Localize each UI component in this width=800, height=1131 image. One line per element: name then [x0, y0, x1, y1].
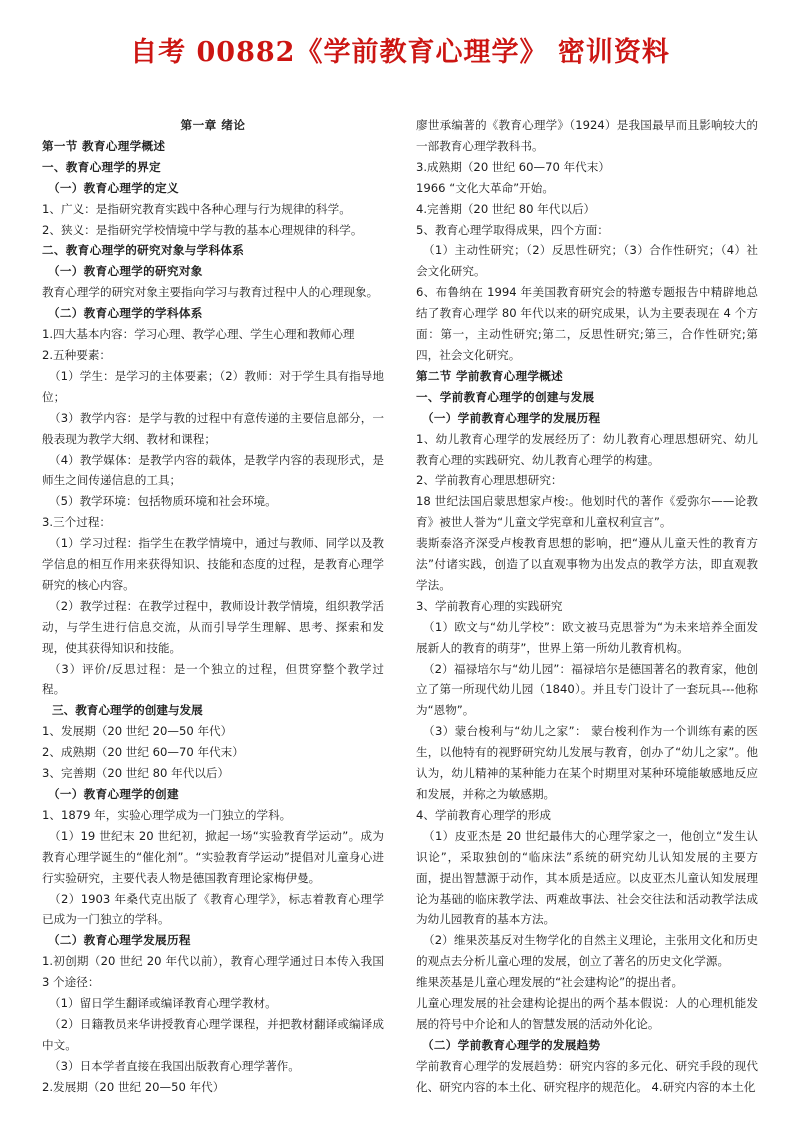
- text-line: （3）蒙台梭利与“幼儿之家”： 蒙台梭利作为一个训练有素的医生，以他特有的视野研究幼儿发展与教育，创办了“幼儿之家”。他认为，幼儿精神的某种能力在某个时期里对某种环境能敏感地反应和发展，并称之为敏感期。: [416, 724, 758, 801]
- page-title: 自考 00882《学前教育心理学》 密训资料: [130, 37, 670, 68]
- text-line: 3、完善期（20 世纪 80 年代以后）: [42, 766, 230, 781]
- text-line: （5）教学环境：包括物质环境和社会环境。: [49, 494, 277, 509]
- text-line: （2）日籍教员来华讲授教育心理学课程，并把教材翻译或编译成中文。: [42, 1016, 384, 1052]
- text-line: 3.三个过程：: [42, 515, 112, 530]
- text-line: 儿童心理发展的社会建构论提出的两个基本假说：人的心理机能发展的符号中介论和人的智慧发展的活动外化论。: [416, 996, 758, 1031]
- text-line: 第二节 学前教育心理学概述: [416, 368, 564, 383]
- text-line: （1）欧文与“幼儿学校”：欧文被马克思誉为“为未来培养全面发展新人的教育的萌芽”，世界上第一所幼儿教育机构。: [416, 619, 758, 655]
- text-line: 2、学前教育心理思想研究：: [416, 473, 563, 488]
- text-line: （一）教育心理学的研究对象: [48, 264, 203, 279]
- text-line: （3）日本学者直接在我国出版教育心理学著作。: [49, 1058, 300, 1073]
- left-text-column: [42, 115, 384, 1098]
- text-line: 6、布鲁纳在 1994 年美国教育研究会的特邀专题报告中精辟地总结了教育心理学 80 年代以来的研究成果，认为主要表现在 4 个方面：第一，主动性研究;第二，反思性研究;第三，合作性研究;第四，社会文化研究。: [416, 285, 758, 362]
- text-line: （4）教学媒体：是教学内容的载体，是教学内容的表现形式，是师生之间传递信息的工具；: [42, 452, 384, 488]
- text-line: （二）教育心理学的学科体系: [48, 306, 203, 321]
- text-line: 三、教育心理学的创建与发展: [52, 703, 203, 718]
- text-line: 1.初创期（20 世纪 20 年代以前），教育心理学通过日本传入我国 3 个途径：: [42, 954, 384, 990]
- text-line: 2、狭义：是指研究学校情境中学与教的基本心理规律的科学。: [42, 222, 363, 237]
- text-line: （2）1903 年桑代克出版了《教育心理学》，标志着教育心理学已成为一门独立的学科。: [42, 891, 384, 927]
- text-line: 4.完善期（20 世纪 80 年代以后）: [416, 201, 596, 216]
- text-line: 裴斯泰洛齐深受卢梭教育思想的影响，把“遵从儿童天性的教育方法”付诸实践，创造了以直观事物为出发点的教学方法，即直观教学法。: [416, 536, 758, 592]
- text-line: 2.发展期（20 世纪 20—50 年代）: [42, 1079, 225, 1094]
- text-line: （2）教学过程：在教学过程中，教师设计教学情境，组织教学活动，与学生进行信息交流，从而引导学生理解、思考、探索和发现，使其获得知识和技能。: [42, 598, 384, 655]
- text-line: 3.成熟期（20 世纪 60—70 年代末）: [416, 159, 610, 174]
- text-line: （1）学习过程：指学生在教学情境中，通过与教师、同学以及教学信息的相互作用来获得知识、技能和态度的过程，是教育心理学研究的核心内容。: [42, 536, 384, 592]
- text-line: （一）教育心理学的定义: [48, 180, 179, 195]
- text-line: （一）学前教育心理学的发展历程: [422, 410, 601, 425]
- text-line: 1.四大基本内容：学习心理、教学心理、学生心理和教师心理: [42, 327, 355, 342]
- text-line: （2）福禄培尔与“幼儿园”：福禄培尔是德国著名的教育家，他创立了第一所现代幼儿园（1840）。并且专门设计了一套玩具---他称为“恩物”。: [416, 661, 758, 718]
- text-line: 1、幼儿教育心理学的发展经历了：幼儿教育心理思想研究、幼儿教育心理的实践研究、幼儿教育心理学的构建。: [416, 431, 758, 467]
- text-line: 教育心理学的研究对象主要指向学习与教育过程中人的心理现象。: [42, 285, 379, 300]
- text-line: 二、教育心理学的研究对象与学科体系: [42, 243, 245, 258]
- right-text-column: [416, 115, 758, 1098]
- text-line: 一、学前教育心理学的创建与发展: [416, 389, 595, 404]
- text-line: （3）评价/反思过程：是一个独立的过程，但贯穿整个教学过程。: [42, 661, 384, 697]
- text-line: （一）教育心理学的创建: [48, 787, 179, 801]
- text-line: 18 世纪法国启蒙思想家卢梭:。他划时代的著作《爱弥尔——论教育》被世人誉为“儿童文学宪章和儿童权利宣言”。: [416, 494, 758, 530]
- text-line: 3、学前教育心理的实践研究: [416, 598, 563, 613]
- text-line: 2、成熟期（20 世纪 60—70 年代末）: [42, 745, 244, 760]
- text-line: 廖世承编著的《教育心理学》（1924）是我国最早而且影响较大的一部教育心理学教科书。: [416, 118, 758, 153]
- text-line: 5、教育心理学取得成果，四个方面：: [416, 222, 609, 237]
- text-line: （1）学生：是学习的主体要素；（2）教师：对于学生具有指导地位；: [42, 368, 384, 404]
- text-line: 第一节 教育心理学概述: [42, 138, 166, 153]
- text-line: （1）皮亚杰是 20 世纪最伟大的心理学家之一，他创立“发生认识论”，采取独创的“临床法”系统的研究幼儿认知发展的主要方面，提出智慧源于动作，其本质是适应。以皮亚杰儿童认知发展理论为基础的临床教学法、两难故事法、社会交往法和活动教学法成为幼儿园教育的基本方法。: [416, 828, 758, 927]
- text-line: （二）教育心理学发展历程: [48, 933, 191, 948]
- text-line: 1、1879 年，实验心理学成为一门独立的学科。: [42, 807, 292, 822]
- text-line: （3）教学内容：是学与教的过程中有意传递的主要信息部分，一般表现为教学大纲、教材和课程；: [42, 410, 384, 446]
- text-line: （1）19 世纪末 20 世纪初，掀起一场“实验教育学运动”。成为教育心理学诞生的“催化剂”。“实验教育学运动”提倡对儿童身心进行实验研究，主要代表人物是德国教育理论家梅伊曼。: [42, 828, 384, 885]
- text-line: 第一章 绪论: [180, 118, 246, 132]
- text-line: （二）学前教育心理学的发展趋势: [422, 1037, 601, 1052]
- text-line: 2.五种要素：: [42, 347, 112, 362]
- text-line: （1）留日学生翻译或编译教育心理学教材。: [49, 996, 277, 1011]
- text-line: 1、广义：是指研究教育实践中各种心理与行为规律的科学。: [42, 201, 351, 216]
- text-line: 4、学前教育心理学的形成: [416, 807, 551, 822]
- text-line: 一、教育心理学的界定: [42, 159, 161, 174]
- text-line: （2）维果茨基反对生物学化的自然主义理论，主张用文化和历史的观点去分析儿童心理的发展，创立了著名的历史文化学源。: [416, 933, 758, 969]
- text-line: 维果茨基是儿童心理发展的“社会建构论”的提出者。: [416, 975, 684, 990]
- text-line: 学前教育心理学的发展趋势：研究内容的多元化、研究手段的现代化、研究内容的本土化、研究程序的规范化。 4.研究内容的本土化: [416, 1058, 758, 1094]
- text-line: 1、发展期（20 世纪 20—50 年代）: [42, 724, 233, 739]
- text-line: （1）主动性研究；（2）反思性研究；（3）合作性研究；（4）社会文化研究。: [416, 243, 758, 279]
- two-column-body: [42, 115, 758, 1098]
- text-line: 1966 “文化大革命”开始。: [416, 180, 554, 195]
